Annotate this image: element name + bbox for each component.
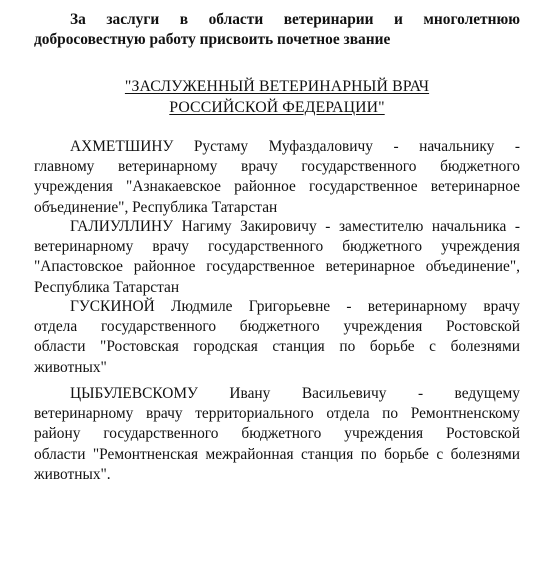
- awardee-line: району государственного бюджетного учреждения Ростовской: [34, 425, 520, 443]
- awardee-paragraph: [34, 384, 520, 485]
- awardee-line: учреждения "Азнакаевское районное государственное ветеринарное: [34, 178, 520, 196]
- awardee-line: главному ветеринарному врачу государственного бюджетного: [34, 158, 520, 176]
- awardee-line: ГАЛИУЛЛИНУ Нагиму Закировичу - заместителю начальника -: [70, 218, 520, 235]
- awardee-line: ЦЫБУЛЕВСКОМУ Ивану Васильевичу - ведущему: [70, 385, 520, 402]
- award-title: [34, 97, 520, 118]
- intro-paragraph: [34, 10, 520, 50]
- awardee-line: области "Ремонтненская межрайонная станция по борьбе с болезнями: [34, 445, 520, 463]
- awardee-line: АХМЕТШИНУ Рустаму Муфаздаловичу - начальнику -: [70, 138, 520, 155]
- award-title: [34, 76, 520, 97]
- awardee-paragraph: [34, 297, 520, 378]
- award-title-line: РОССИЙСКОЙ ФЕДЕРАЦИИ": [169, 99, 385, 116]
- awardee-line: ветеринарному врачу территориального отдела по Ремонтненскому: [34, 405, 520, 423]
- awardee-line: Республика Татарстан: [34, 278, 180, 296]
- awardee-line: ГУСКИНОЙ Людмиле Григорьевне - ветеринарному врачу: [70, 298, 520, 315]
- awardee-paragraph: [34, 217, 520, 298]
- awardee-line: животных".: [34, 465, 111, 483]
- awardee-line: "Апастовское районное государственное ветеринарное объединение",: [34, 258, 520, 276]
- awardee-paragraph: [34, 137, 520, 218]
- award-title-line: "ЗАСЛУЖЕННЫЙ ВЕТЕРИНАРНЫЙ ВРАЧ: [124, 78, 430, 95]
- awardee-line: объединение", Республика Татарстан: [34, 198, 278, 216]
- awardee-line: отдела государственного бюджетного учреждения Ростовской: [34, 318, 520, 336]
- intro-line: добросовестную работу присвоить почетное звание: [34, 31, 391, 49]
- awardee-line: ветеринарному врачу государственного бюджетного учреждения: [34, 238, 520, 256]
- awardee-line: животных": [34, 358, 107, 376]
- intro-line: За заслуги в области ветеринарии и многолетнюю: [70, 11, 520, 28]
- awardee-line: области "Ростовская городская станция по борьбе с болезнями: [34, 338, 520, 356]
